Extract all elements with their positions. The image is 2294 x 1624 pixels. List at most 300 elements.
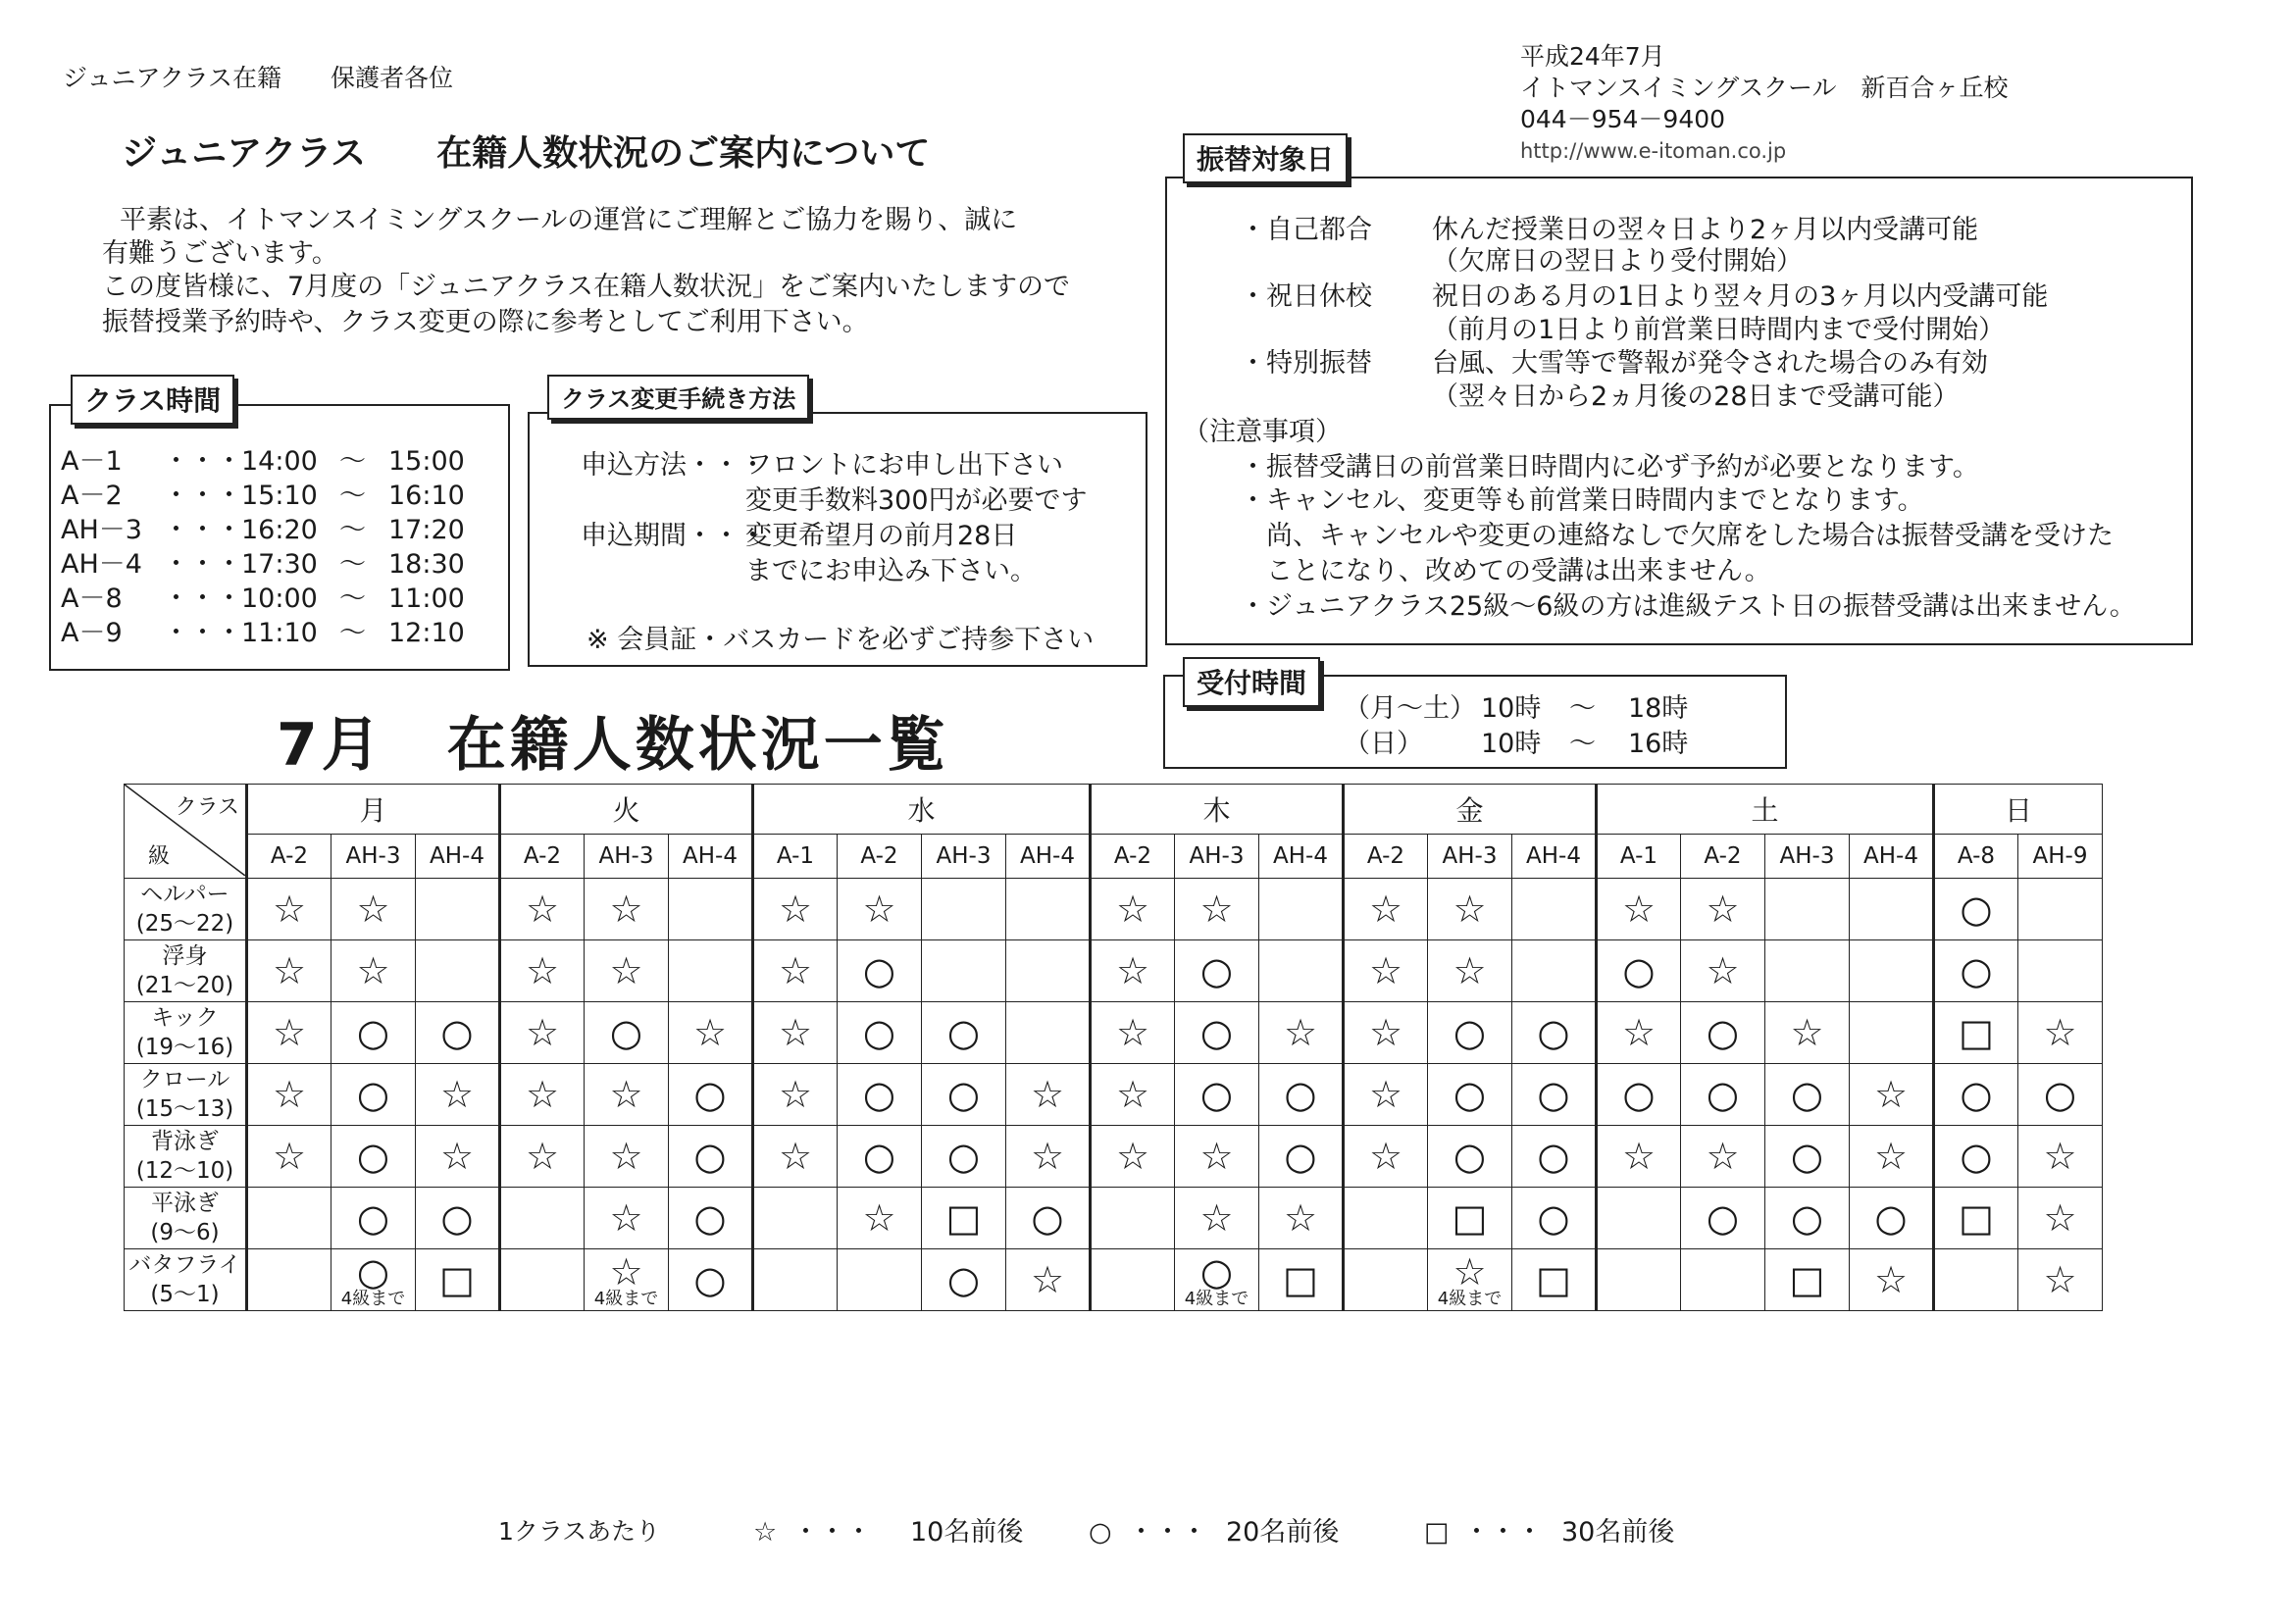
- availability-symbol: ○: [1706, 1073, 1740, 1116]
- availability-symbol: ○: [862, 1135, 896, 1178]
- legend-per-class: 1クラスあたり: [498, 1517, 661, 1546]
- availability-cell: [247, 1188, 331, 1249]
- availability-cell: [2018, 1064, 2103, 1126]
- availability-symbol: ☆: [272, 888, 307, 931]
- class-time-row: A－8 ・・・10:00 ～ 11:00: [61, 584, 465, 614]
- availability-symbol: ☆: [1199, 1135, 1234, 1178]
- makeup-rule: 祝日のある月の1日より翌々月の3ヶ月以内受講可能: [1432, 281, 2049, 312]
- availability-symbol: ☆: [1030, 1258, 1065, 1301]
- availability-cell: [1175, 879, 1259, 940]
- availability-symbol: ☆: [1368, 949, 1403, 992]
- grade-name: 浮身: [162, 943, 208, 969]
- availability-cell: [2018, 940, 2103, 1002]
- change-procedure-label: クラス変更手続き方法: [547, 375, 809, 420]
- availability-cell: [585, 1064, 669, 1126]
- availability-cell: [1091, 1064, 1175, 1126]
- makeup-term: ・特別振替: [1240, 348, 1372, 379]
- class-header: A-2: [500, 834, 585, 878]
- method-line: 変更手数料300円が必要です: [745, 485, 1088, 516]
- availability-symbol: ☆: [1115, 1073, 1150, 1116]
- availability-symbol: ☆: [356, 949, 390, 992]
- grade-limit-note: 4級まで: [593, 1289, 659, 1309]
- availability-cell: [1259, 1002, 1344, 1064]
- grade-name: ヘルパー: [140, 882, 229, 907]
- availability-cell: [1765, 1188, 1850, 1249]
- availability-cell: [331, 879, 416, 940]
- availability-cell: [1006, 940, 1091, 1002]
- issue-date: 平成24年7月: [1520, 42, 1665, 71]
- availability-cell: [1175, 1249, 1259, 1311]
- availability-symbol: ☆: [1199, 888, 1234, 931]
- availability-symbol: ☆: [1621, 888, 1657, 931]
- intro-line: 有難うございます。: [102, 238, 338, 269]
- availability-cell: [1850, 1188, 1934, 1249]
- availability-symbol: ☆: [778, 1135, 813, 1178]
- availability-symbol: ○: [1790, 1196, 1824, 1240]
- class-header: A-8: [1934, 834, 2018, 878]
- availability-cell: [1597, 1126, 1681, 1188]
- period-line: 変更希望月の前月28日: [745, 521, 1018, 551]
- day-header-fri: 金: [1344, 785, 1597, 835]
- grade-range: (19～16): [135, 1035, 234, 1060]
- availability-symbol: ○: [1706, 1011, 1740, 1054]
- availability-symbol: ☆: [1706, 1135, 1740, 1178]
- availability-symbol: ○: [1537, 1196, 1570, 1240]
- availability-symbol: ☆: [1790, 1011, 1824, 1054]
- availability-symbol: ☆: [272, 949, 307, 992]
- class-header: AH-4: [1512, 834, 1597, 878]
- availability-cell: [416, 1188, 500, 1249]
- reception-row: （月～土） 10時 ～ 18時: [1344, 693, 1689, 724]
- document-title: ジュニアクラス 在籍人数状況のご案内について: [122, 133, 931, 174]
- enrollment-table: [124, 784, 2103, 1311]
- availability-symbol: ○: [862, 1011, 896, 1054]
- availability-cell: [753, 1002, 838, 1064]
- availability-cell: [1934, 879, 2018, 940]
- availability-symbol: ○: [1199, 1073, 1234, 1116]
- availability-symbol: ☆: [1873, 1135, 1909, 1178]
- bring-card-note: ※ 会員証・バスカードを必ずご持参下さい: [586, 625, 1095, 655]
- availability-symbol: ○: [609, 1011, 643, 1054]
- availability-cell: [331, 1002, 416, 1064]
- grade-name: 平泳ぎ: [151, 1191, 219, 1216]
- availability-symbol: ☆: [778, 1073, 813, 1116]
- availability-cell: [922, 1249, 1006, 1311]
- table-title: 7月 在籍人数状況一覧: [277, 711, 949, 780]
- availability-symbol: ○: [862, 949, 896, 992]
- availability-symbol: ○: [946, 1011, 981, 1054]
- availability-cell: [331, 1188, 416, 1249]
- intro-line: 平素は、イトマンスイミングスクールの運営にご理解とご協力を賜り、誠に: [120, 205, 1018, 235]
- availability-cell: [1428, 1249, 1512, 1311]
- availability-symbol: ☆: [1621, 1135, 1657, 1178]
- class-header: AH-4: [1259, 834, 1344, 878]
- availability-cell: [1006, 1249, 1091, 1311]
- availability-cell: [669, 879, 753, 940]
- availability-symbol: ○: [1453, 1135, 1487, 1178]
- availability-cell: [585, 1002, 669, 1064]
- class-header: AH-3: [585, 834, 669, 878]
- availability-cell: [1681, 1249, 1765, 1311]
- availability-cell: [753, 879, 838, 940]
- day-header-thu: 木: [1091, 785, 1344, 835]
- class-header: A-2: [1681, 834, 1765, 878]
- class-header: AH-4: [1006, 834, 1091, 878]
- availability-cell: [1765, 1064, 1850, 1126]
- grade-name: キック: [151, 1005, 219, 1031]
- availability-symbol: ☆: [609, 949, 643, 992]
- corner-class-label: クラス: [175, 795, 239, 820]
- availability-cell: [1259, 940, 1344, 1002]
- table-row: [125, 940, 2103, 1002]
- availability-cell: [922, 1002, 1006, 1064]
- availability-symbol: ☆: [1873, 1073, 1909, 1116]
- availability-symbol: ☆: [778, 888, 813, 931]
- availability-cell: [753, 1249, 838, 1311]
- availability-symbol: □: [1789, 1258, 1825, 1301]
- grade-label-cell: [125, 1002, 247, 1064]
- availability-symbol: ○: [1453, 1011, 1487, 1054]
- availability-symbol: ○: [946, 1135, 981, 1178]
- availability-cell: [838, 1002, 922, 1064]
- availability-cell: [416, 1249, 500, 1311]
- availability-cell: [1934, 940, 2018, 1002]
- availability-symbol: ○: [1284, 1073, 1317, 1116]
- availability-cell: [1428, 1002, 1512, 1064]
- availability-cell: [1850, 1064, 1934, 1126]
- class-header: A-2: [247, 834, 331, 878]
- availability-symbol: ☆: [1115, 888, 1150, 931]
- availability-symbol: ☆: [1283, 1196, 1318, 1240]
- class-time-row: AH－4 ・・・17:30 ～ 18:30: [61, 549, 465, 580]
- availability-cell: [2018, 1126, 2103, 1188]
- availability-cell: [416, 940, 500, 1002]
- availability-cell: [2018, 879, 2103, 940]
- table-row: [125, 1126, 2103, 1188]
- class-header: AH-4: [416, 834, 500, 878]
- makeup-term: ・祝日休校: [1240, 281, 1372, 312]
- availability-cell: [1850, 1126, 1934, 1188]
- availability-cell: [1175, 1064, 1259, 1126]
- availability-cell: [1850, 940, 1934, 1002]
- availability-symbol: ☆: [1621, 1011, 1657, 1054]
- availability-symbol: ☆: [2043, 1258, 2077, 1301]
- availability-cell: [1428, 879, 1512, 940]
- availability-symbol: ○: [1960, 1135, 1993, 1178]
- availability-cell: [1765, 1249, 1850, 1311]
- availability-symbol: □: [1959, 1196, 1994, 1240]
- availability-cell: [1850, 1249, 1934, 1311]
- availability-cell: [1428, 940, 1512, 1002]
- availability-cell: [1934, 1188, 2018, 1249]
- availability-cell: [1091, 879, 1175, 940]
- availability-cell: [1091, 1188, 1175, 1249]
- availability-cell: [753, 1188, 838, 1249]
- availability-cell: [247, 1249, 331, 1311]
- availability-cell: [669, 1002, 753, 1064]
- availability-symbol: ○: [1199, 1011, 1234, 1054]
- availability-cell: [500, 1064, 585, 1126]
- day-header-mon: 月: [247, 785, 500, 835]
- availability-symbol: ☆: [1030, 1135, 1065, 1178]
- availability-cell: [1512, 1188, 1597, 1249]
- school-url-link[interactable]: http://www.e-itoman.co.jp: [1520, 139, 1787, 163]
- availability-symbol: ☆: [439, 1135, 475, 1178]
- availability-cell: [331, 940, 416, 1002]
- availability-symbol: ○: [1284, 1135, 1317, 1178]
- availability-cell: [1428, 1188, 1512, 1249]
- availability-symbol: ☆: [1368, 1011, 1403, 1054]
- day-header-wed: 水: [753, 785, 1091, 835]
- availability-symbol: ○: [1790, 1135, 1824, 1178]
- availability-cell: [1681, 1064, 1765, 1126]
- availability-cell: [922, 879, 1006, 940]
- availability-cell: [331, 1126, 416, 1188]
- availability-cell: [1344, 1249, 1428, 1311]
- availability-symbol: ○: [1537, 1073, 1570, 1116]
- availability-cell: [753, 1126, 838, 1188]
- availability-symbol: ☆: [1283, 1011, 1318, 1054]
- intro-line: この度皆様に、7月度の「ジュニアクラス在籍人数状況」をご案内いたしますので: [102, 272, 1071, 302]
- availability-symbol: □: [1536, 1258, 1571, 1301]
- table-row: [125, 1188, 2103, 1249]
- availability-symbol: ☆: [1453, 949, 1487, 992]
- availability-cell: [2018, 1188, 2103, 1249]
- availability-cell: [1428, 1064, 1512, 1126]
- availability-cell: [1259, 1188, 1344, 1249]
- class-time-row: A－1 ・・・14:00 ～ 15:00: [61, 446, 465, 477]
- star-icon: ☆: [753, 1517, 778, 1548]
- caution-line: ことになり、改めての受講は出来ません。: [1240, 556, 1771, 586]
- availability-cell: [669, 1249, 753, 1311]
- availability-cell: [1259, 879, 1344, 940]
- availability-cell: [1765, 1002, 1850, 1064]
- period-label: 申込期間・・・: [581, 521, 766, 551]
- class-header: AH-4: [1850, 834, 1934, 878]
- class-header: A-2: [838, 834, 922, 878]
- availability-symbol: ☆: [609, 1073, 643, 1116]
- availability-cell: [1344, 1002, 1428, 1064]
- availability-cell: [247, 940, 331, 1002]
- availability-cell: [500, 879, 585, 940]
- makeup-term: ・自己都合: [1240, 215, 1372, 245]
- availability-symbol: ○: [1706, 1196, 1740, 1240]
- availability-symbol: ☆: [272, 1073, 307, 1116]
- availability-symbol: ○: [2043, 1073, 2077, 1116]
- availability-cell: [1259, 1249, 1344, 1311]
- availability-symbol: ○: [693, 1258, 727, 1301]
- availability-symbol: ☆: [356, 888, 390, 931]
- day-header-sun: 日: [1934, 785, 2103, 835]
- makeup-rule: 休んだ授業日の翌々日より2ヶ月以内受講可能: [1432, 215, 1979, 245]
- availability-cell: [838, 1249, 922, 1311]
- grade-range: (12～10): [135, 1158, 234, 1184]
- availability-cell: [247, 1064, 331, 1126]
- availability-symbol: ○: [440, 1011, 474, 1054]
- availability-cell: [1934, 1064, 2018, 1126]
- availability-cell: [838, 1126, 922, 1188]
- availability-symbol: ☆: [1199, 1196, 1234, 1240]
- availability-cell: [669, 1126, 753, 1188]
- availability-symbol: ☆: [525, 1073, 560, 1116]
- legend-circle: ○ ・・・ 20名前後: [1089, 1517, 1340, 1548]
- class-header: A-1: [1597, 834, 1681, 878]
- availability-symbol: ○: [356, 1196, 390, 1240]
- reception-label: 受付時間: [1183, 657, 1320, 707]
- availability-symbol: □: [1452, 1196, 1488, 1240]
- grade-label-cell: [125, 879, 247, 940]
- makeup-rule: （前月の1日より前営業日時間内まで受付開始）: [1432, 315, 2006, 345]
- availability-symbol: ☆: [778, 949, 813, 992]
- availability-symbol: ○: [1622, 1073, 1656, 1116]
- class-header: AH-3: [1175, 834, 1259, 878]
- class-time-row: AH－3 ・・・16:20 ～ 17:20: [61, 515, 465, 545]
- method-line: フロントにお申し出下さい: [745, 450, 1063, 481]
- availability-cell: [1344, 940, 1428, 1002]
- availability-cell: [1428, 1126, 1512, 1188]
- reception-row: （日） 10時 ～ 16時: [1344, 729, 1689, 759]
- table-row: [125, 1002, 2103, 1064]
- availability-cell: [247, 1126, 331, 1188]
- availability-symbol: ☆: [2043, 1196, 2077, 1240]
- availability-symbol: ☆: [525, 1011, 560, 1054]
- availability-cell: [585, 940, 669, 1002]
- availability-symbol: ☆: [1873, 1258, 1909, 1301]
- availability-symbol: ☆: [2043, 1135, 2077, 1178]
- grade-range: (21～20): [135, 973, 234, 998]
- availability-cell: [500, 1002, 585, 1064]
- availability-cell: [1344, 879, 1428, 940]
- legend-square: □ ・・・ 30名前後: [1424, 1517, 1675, 1548]
- availability-cell: [1091, 1249, 1175, 1311]
- availability-cell: [1512, 1249, 1597, 1311]
- caution-line: ・キャンセル、変更等も前営業日時間内までとなります。: [1240, 485, 1924, 516]
- availability-cell: [2018, 1002, 2103, 1064]
- availability-cell: [1344, 1188, 1428, 1249]
- availability-symbol: ☆: [525, 888, 560, 931]
- availability-symbol: ○: [946, 1258, 981, 1301]
- availability-symbol: ☆: [862, 1196, 896, 1240]
- makeup-rule: （翌々日から2ヵ月後の28日まで受講可能）: [1432, 381, 1960, 412]
- school-phone: 044－954－9400: [1520, 105, 1726, 133]
- availability-symbol: ☆: [272, 1135, 307, 1178]
- corner-cell: [125, 785, 247, 879]
- availability-symbol: ○: [862, 1073, 896, 1116]
- availability-cell: [1344, 1064, 1428, 1126]
- availability-cell: [1765, 1126, 1850, 1188]
- availability-cell: [1091, 1126, 1175, 1188]
- availability-symbol: ☆: [1453, 888, 1487, 931]
- availability-cell: [1512, 940, 1597, 1002]
- availability-cell: [247, 879, 331, 940]
- grade-label-cell: [125, 1126, 247, 1188]
- class-times-label: クラス時間: [71, 375, 234, 425]
- availability-cell: [922, 940, 1006, 1002]
- availability-cell: [1006, 1188, 1091, 1249]
- availability-symbol: ○: [1960, 888, 1993, 931]
- class-header: A-2: [1344, 834, 1428, 878]
- availability-cell: [1512, 1064, 1597, 1126]
- grade-limit-note: 4級まで: [1184, 1289, 1249, 1309]
- availability-cell: [1512, 879, 1597, 940]
- availability-symbol: ☆: [525, 1135, 560, 1178]
- table-row: [125, 1249, 2103, 1311]
- availability-symbol: ☆: [1115, 1135, 1150, 1178]
- grade-name: 背泳ぎ: [151, 1129, 219, 1154]
- availability-cell: [838, 1188, 922, 1249]
- availability-cell: [838, 940, 922, 1002]
- availability-symbol: □: [1283, 1258, 1318, 1301]
- availability-cell: [1091, 1002, 1175, 1064]
- availability-cell: [1597, 940, 1681, 1002]
- availability-cell: [331, 1064, 416, 1126]
- day-header-tue: 火: [500, 785, 753, 835]
- availability-cell: [416, 1002, 500, 1064]
- availability-symbol: ○: [1537, 1135, 1570, 1178]
- availability-symbol: ☆: [692, 1011, 728, 1054]
- square-icon: □: [1424, 1517, 1450, 1548]
- availability-cell: [1597, 1249, 1681, 1311]
- availability-cell: [1934, 1002, 2018, 1064]
- availability-cell: [1344, 1126, 1428, 1188]
- class-time-row: A－9 ・・・11:10 ～ 12:10: [61, 618, 465, 648]
- class-time-row: A－2 ・・・15:10 ～ 16:10: [61, 481, 465, 511]
- availability-cell: [416, 1064, 500, 1126]
- availability-symbol: ☆: [609, 1196, 643, 1240]
- availability-symbol: □: [439, 1258, 475, 1301]
- availability-cell: [1850, 1002, 1934, 1064]
- availability-symbol: ○: [356, 1135, 390, 1178]
- availability-cell: [500, 940, 585, 1002]
- availability-cell: [922, 1126, 1006, 1188]
- grade-limit-note: 4級まで: [1437, 1289, 1503, 1309]
- caution-line: ・振替受講日の前営業日時間内に必ず予約が必要となります。: [1240, 452, 1979, 482]
- makeup-rule: （欠席日の翌日より受付開始）: [1432, 246, 1803, 277]
- availability-cell: [1175, 1002, 1259, 1064]
- availability-cell: [247, 1002, 331, 1064]
- availability-symbol: ☆: [1453, 1250, 1487, 1294]
- availability-cell: [669, 940, 753, 1002]
- availability-cell: [1765, 940, 1850, 1002]
- availability-cell: [1681, 1126, 1765, 1188]
- availability-symbol: ☆: [272, 1011, 307, 1054]
- availability-symbol: ○: [946, 1073, 981, 1116]
- table-body: [125, 879, 2103, 1311]
- grade-label-cell: [125, 1188, 247, 1249]
- availability-cell: [331, 1249, 416, 1311]
- circle-icon: ○: [1089, 1517, 1112, 1548]
- grade-range: (15～13): [135, 1096, 234, 1122]
- table-row: [125, 1064, 2103, 1126]
- availability-cell: [1597, 1188, 1681, 1249]
- caution-line: ・ジュニアクラス25級～6級の方は進級テスト日の振替受講は出来ません。: [1240, 591, 2136, 622]
- availability-cell: [669, 1188, 753, 1249]
- availability-symbol: ○: [693, 1073, 727, 1116]
- availability-cell: [500, 1249, 585, 1311]
- availability-symbol: ☆: [439, 1073, 475, 1116]
- availability-cell: [1597, 1002, 1681, 1064]
- availability-cell: [1259, 1126, 1344, 1188]
- availability-symbol: ○: [1537, 1011, 1570, 1054]
- table-row: [125, 879, 2103, 940]
- availability-symbol: ☆: [1115, 1011, 1150, 1054]
- grade-label-cell: [125, 1064, 247, 1126]
- recipients-line: ジュニアクラス在籍 保護者各位: [63, 64, 454, 92]
- availability-cell: [1850, 879, 1934, 940]
- availability-cell: [1597, 879, 1681, 940]
- availability-cell: [922, 1064, 1006, 1126]
- availability-cell: [1765, 879, 1850, 940]
